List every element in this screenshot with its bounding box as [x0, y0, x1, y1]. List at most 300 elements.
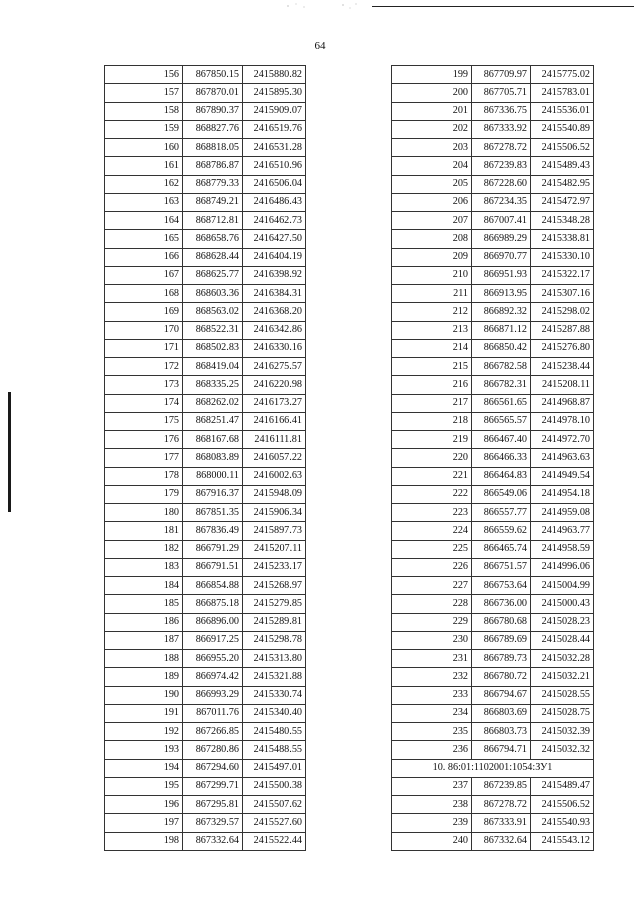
table-row: [105, 248, 306, 266]
table-row: [105, 686, 306, 704]
coordinate-x: 868658.76: [183, 230, 243, 248]
point-number: 230: [392, 631, 472, 649]
point-number: 159: [105, 120, 183, 138]
table-row: [392, 741, 594, 759]
coordinate-x: 867266.85: [183, 723, 243, 741]
point-number: 187: [105, 631, 183, 649]
top-rule: [372, 6, 634, 7]
point-number: 165: [105, 230, 183, 248]
coordinate-y: 2414972.70: [531, 431, 594, 449]
table-row: [392, 540, 594, 558]
point-number: 228: [392, 595, 472, 613]
point-number: 200: [392, 84, 472, 102]
coordinate-x: 867332.64: [183, 832, 243, 850]
point-number: 179: [105, 485, 183, 503]
point-number: 180: [105, 504, 183, 522]
coordinate-y: 2415307.16: [531, 285, 594, 303]
table-row: [392, 66, 594, 84]
coordinate-y: 2415948.09: [243, 485, 306, 503]
coordinate-y: 2415330.10: [531, 248, 594, 266]
coordinate-y: 2415897.73: [243, 522, 306, 540]
margin-mark: [8, 392, 11, 512]
coordinate-y: 2415906.34: [243, 504, 306, 522]
point-number: 178: [105, 467, 183, 485]
point-number: 169: [105, 303, 183, 321]
coordinate-y: 2415527.60: [243, 814, 306, 832]
point-number: 197: [105, 814, 183, 832]
coordinate-y: 2415540.89: [531, 120, 594, 138]
table-row: [105, 723, 306, 741]
point-number: 182: [105, 540, 183, 558]
table-row: [105, 376, 306, 394]
table-row: [392, 139, 594, 157]
coordinate-x: 868262.02: [183, 394, 243, 412]
table-row: [105, 613, 306, 631]
table-row: [392, 193, 594, 211]
table-row: [105, 814, 306, 832]
coordinate-x: 866951.93: [472, 266, 531, 284]
point-number: 189: [105, 668, 183, 686]
table-row: [392, 175, 594, 193]
point-number: 157: [105, 84, 183, 102]
table-row: [105, 777, 306, 795]
coordinate-x: 867011.76: [183, 704, 243, 722]
coordinates-table-right-body: [392, 66, 594, 851]
table-row: [392, 723, 594, 741]
coordinate-x: 866892.32: [472, 303, 531, 321]
coordinate-x: 866989.29: [472, 230, 531, 248]
table-row: [105, 157, 306, 175]
point-number: 204: [392, 157, 472, 175]
coordinate-y: 2415543.12: [531, 832, 594, 850]
coordinate-x: 866875.18: [183, 595, 243, 613]
coordinate-x: 867916.37: [183, 485, 243, 503]
point-number: 202: [392, 120, 472, 138]
point-number: 220: [392, 449, 472, 467]
table-row: [392, 595, 594, 613]
point-number: 209: [392, 248, 472, 266]
coordinate-x: 867278.72: [472, 796, 531, 814]
table-row: [392, 303, 594, 321]
coordinate-y: 2415287.88: [531, 321, 594, 339]
coordinate-x: 866751.57: [472, 558, 531, 576]
coordinate-x: 868522.31: [183, 321, 243, 339]
coordinate-y: 2415480.55: [243, 723, 306, 741]
table-row: [392, 248, 594, 266]
coordinate-y: 2414963.63: [531, 449, 594, 467]
coordinate-y: 2416427.50: [243, 230, 306, 248]
coordinate-x: 866780.68: [472, 613, 531, 631]
point-number: 201: [392, 102, 472, 120]
coordinate-x: 867295.81: [183, 796, 243, 814]
point-number: 163: [105, 193, 183, 211]
coordinate-y: 2415028.23: [531, 613, 594, 631]
coordinate-y: 2415338.81: [531, 230, 594, 248]
coordinate-y: 2415775.02: [531, 66, 594, 84]
coordinate-y: 2414963.77: [531, 522, 594, 540]
coordinate-y: 2414949.54: [531, 467, 594, 485]
coordinate-y: 2416111.81: [243, 431, 306, 449]
point-number: 213: [392, 321, 472, 339]
coordinate-x: 866970.77: [472, 248, 531, 266]
coordinate-y: 2416531.28: [243, 139, 306, 157]
table-row: [105, 540, 306, 558]
coordinate-y: 2415032.39: [531, 723, 594, 741]
point-number: 168: [105, 285, 183, 303]
coordinate-x: 866549.06: [472, 485, 531, 503]
coordinate-x: 868335.25: [183, 376, 243, 394]
coordinate-x: 867851.35: [183, 504, 243, 522]
coordinate-y: 2415268.97: [243, 577, 306, 595]
point-number: 160: [105, 139, 183, 157]
coordinate-x: 868712.81: [183, 212, 243, 230]
coordinate-x: 866791.29: [183, 540, 243, 558]
coordinate-x: 868563.02: [183, 303, 243, 321]
coordinate-x: 866917.25: [183, 631, 243, 649]
page-number: 64: [314, 40, 326, 52]
table-row: [392, 613, 594, 631]
coordinate-x: 868628.44: [183, 248, 243, 266]
coordinate-x: 866794.67: [472, 686, 531, 704]
point-number: 207: [392, 212, 472, 230]
point-number: 190: [105, 686, 183, 704]
coordinate-y: 2415880.82: [243, 66, 306, 84]
table-row: [105, 431, 306, 449]
point-number: 181: [105, 522, 183, 540]
coordinate-y: 2416173.27: [243, 394, 306, 412]
coordinate-y: 2415238.44: [531, 358, 594, 376]
coordinates-table-left: [104, 65, 306, 851]
point-number: 173: [105, 376, 183, 394]
coordinate-x: 866467.40: [472, 431, 531, 449]
table-row: [105, 704, 306, 722]
table-row: [392, 449, 594, 467]
coordinate-x: 868502.83: [183, 339, 243, 357]
coordinate-y: 2416275.57: [243, 358, 306, 376]
point-number: 208: [392, 230, 472, 248]
table-row: [392, 120, 594, 138]
point-number: 186: [105, 613, 183, 631]
point-number: 234: [392, 704, 472, 722]
point-number: 156: [105, 66, 183, 84]
coordinate-y: 2415348.28: [531, 212, 594, 230]
coordinate-y: 2415298.78: [243, 631, 306, 649]
coordinate-y: 2416220.98: [243, 376, 306, 394]
point-number: 167: [105, 266, 183, 284]
point-number: 194: [105, 759, 183, 777]
point-number: 196: [105, 796, 183, 814]
coordinate-x: 866794.71: [472, 741, 531, 759]
point-number: 192: [105, 723, 183, 741]
point-number: 225: [392, 540, 472, 558]
table-row: [392, 157, 594, 175]
table-row: [392, 266, 594, 284]
coordinate-x: 866557.77: [472, 504, 531, 522]
coordinate-x: 868083.89: [183, 449, 243, 467]
coordinate-y: 2415233.17: [243, 558, 306, 576]
coordinate-y: 2414996.06: [531, 558, 594, 576]
coordinate-y: 2416330.16: [243, 339, 306, 357]
coordinate-y: 2415028.44: [531, 631, 594, 649]
coordinate-y: 2414954.18: [531, 485, 594, 503]
coordinate-x: 867333.92: [472, 120, 531, 138]
coordinate-y: 2415783.01: [531, 84, 594, 102]
coordinate-y: 2414968.87: [531, 394, 594, 412]
point-number: 216: [392, 376, 472, 394]
table-row: [392, 84, 594, 102]
coordinate-x: 866736.00: [472, 595, 531, 613]
table-row: [392, 704, 594, 722]
coordinate-y: 2415208.11: [531, 376, 594, 394]
coordinate-y: 2415489.43: [531, 157, 594, 175]
coordinate-y: 2415321.88: [243, 668, 306, 686]
coordinate-y: 2415497.01: [243, 759, 306, 777]
coordinate-y: 2416384.31: [243, 285, 306, 303]
coordinate-y: 2416398.92: [243, 266, 306, 284]
coordinate-x: 866913.95: [472, 285, 531, 303]
coordinate-y: 2414978.10: [531, 412, 594, 430]
coordinate-y: 2416057.22: [243, 449, 306, 467]
coordinate-y: 2415032.21: [531, 668, 594, 686]
table-row: [105, 84, 306, 102]
table-row: [392, 102, 594, 120]
table-row: [392, 376, 594, 394]
point-number: 205: [392, 175, 472, 193]
point-number: 176: [105, 431, 183, 449]
point-number: 212: [392, 303, 472, 321]
coordinate-y: 2415330.74: [243, 686, 306, 704]
table-row: [392, 504, 594, 522]
table-row: [392, 631, 594, 649]
table-row: [392, 394, 594, 412]
point-number: 191: [105, 704, 183, 722]
table-row: [105, 759, 306, 777]
coordinates-table-left-body: [105, 66, 306, 851]
table-row: [105, 504, 306, 522]
coordinate-y: 2416166.41: [243, 412, 306, 430]
point-number: 203: [392, 139, 472, 157]
coordinate-x: 867870.01: [183, 84, 243, 102]
table-row: [392, 358, 594, 376]
table-row: [392, 577, 594, 595]
point-number: 222: [392, 485, 472, 503]
table-row: [105, 668, 306, 686]
section-label: 10. 86:01:1102001:1054:ЗУ1: [392, 759, 594, 777]
scan-specks: [282, 0, 362, 14]
table-row: [105, 266, 306, 284]
coordinate-x: 868000.11: [183, 467, 243, 485]
coordinate-x: 867280.86: [183, 741, 243, 759]
coordinate-x: 866466.33: [472, 449, 531, 467]
table-row: [392, 522, 594, 540]
coordinate-x: 866955.20: [183, 650, 243, 668]
table-row: [105, 796, 306, 814]
table-row: [105, 66, 306, 84]
point-number: 219: [392, 431, 472, 449]
coordinate-x: 866789.73: [472, 650, 531, 668]
coordinate-y: 2415313.80: [243, 650, 306, 668]
table-row: [105, 522, 306, 540]
point-number: 217: [392, 394, 472, 412]
point-number: 229: [392, 613, 472, 631]
point-number: 193: [105, 741, 183, 759]
table-row: [392, 686, 594, 704]
coordinate-y: 2415895.30: [243, 84, 306, 102]
table-row: [392, 485, 594, 503]
coordinate-y: 2414958.59: [531, 540, 594, 558]
point-number: 211: [392, 285, 472, 303]
coordinate-x: 866871.12: [472, 321, 531, 339]
coordinate-x: 868786.87: [183, 157, 243, 175]
table-row: [392, 558, 594, 576]
coordinate-x: 866854.88: [183, 577, 243, 595]
point-number: 223: [392, 504, 472, 522]
point-number: 177: [105, 449, 183, 467]
coordinate-y: 2416506.04: [243, 175, 306, 193]
coordinate-y: 2415032.28: [531, 650, 594, 668]
point-number: 183: [105, 558, 183, 576]
point-number: 214: [392, 339, 472, 357]
coordinate-x: 867228.60: [472, 175, 531, 193]
point-number: 224: [392, 522, 472, 540]
table-row: [392, 650, 594, 668]
coordinate-x: 867836.49: [183, 522, 243, 540]
point-number: 240: [392, 832, 472, 850]
coordinate-x: 866465.74: [472, 540, 531, 558]
coordinate-y: 2415279.85: [243, 595, 306, 613]
coordinate-x: 866559.62: [472, 522, 531, 540]
table-row: [105, 577, 306, 595]
point-number: 210: [392, 266, 472, 284]
coordinate-x: 867239.83: [472, 157, 531, 175]
point-number: 171: [105, 339, 183, 357]
coordinate-x: 866561.65: [472, 394, 531, 412]
point-number: 164: [105, 212, 183, 230]
coordinate-x: 867333.91: [472, 814, 531, 832]
table-row: [392, 814, 594, 832]
point-number: 188: [105, 650, 183, 668]
table-row: [105, 193, 306, 211]
point-number: 215: [392, 358, 472, 376]
table-row: [105, 285, 306, 303]
table-row: [392, 412, 594, 430]
table-row: [105, 394, 306, 412]
coordinate-y: 2415298.02: [531, 303, 594, 321]
table-row: [392, 230, 594, 248]
coordinate-y: 2414959.08: [531, 504, 594, 522]
coordinate-y: 2415507.62: [243, 796, 306, 814]
coordinate-y: 2415032.32: [531, 741, 594, 759]
table-row: [105, 358, 306, 376]
coordinates-table-right: [391, 65, 594, 851]
coordinate-y: 2416342.86: [243, 321, 306, 339]
table-row: [392, 796, 594, 814]
table-row: [105, 321, 306, 339]
point-number: 233: [392, 686, 472, 704]
coordinate-y: 2415522.44: [243, 832, 306, 850]
point-number: 226: [392, 558, 472, 576]
coordinate-x: 866782.58: [472, 358, 531, 376]
coordinate-y: 2416404.19: [243, 248, 306, 266]
coordinate-y: 2415488.55: [243, 741, 306, 759]
point-number: 218: [392, 412, 472, 430]
coordinate-x: 868827.76: [183, 120, 243, 138]
coordinate-x: 867709.97: [472, 66, 531, 84]
coordinate-x: 866993.29: [183, 686, 243, 704]
coordinate-x: 866850.42: [472, 339, 531, 357]
coordinate-x: 866896.00: [183, 613, 243, 631]
coordinate-y: 2416002.63: [243, 467, 306, 485]
point-number: 221: [392, 467, 472, 485]
coordinate-x: 868419.04: [183, 358, 243, 376]
coordinate-x: 867336.75: [472, 102, 531, 120]
coordinate-x: 867294.60: [183, 759, 243, 777]
table-row: [105, 339, 306, 357]
table-row: [105, 741, 306, 759]
coordinate-x: 868251.47: [183, 412, 243, 430]
coordinate-x: 868749.21: [183, 193, 243, 211]
coordinate-x: 868818.05: [183, 139, 243, 157]
point-number: 198: [105, 832, 183, 850]
coordinate-x: 867239.85: [472, 777, 531, 795]
coordinate-y: 2415004.99: [531, 577, 594, 595]
coordinate-y: 2415340.40: [243, 704, 306, 722]
coordinate-x: 866753.64: [472, 577, 531, 595]
coordinate-x: 866791.51: [183, 558, 243, 576]
table-row: [105, 832, 306, 850]
point-number: 175: [105, 412, 183, 430]
coordinate-y: 2415506.52: [531, 139, 594, 157]
coordinate-y: 2415540.93: [531, 814, 594, 832]
coordinate-y: 2416486.43: [243, 193, 306, 211]
table-row: [392, 212, 594, 230]
coordinate-x: 867890.37: [183, 102, 243, 120]
coordinate-y: 2415909.07: [243, 102, 306, 120]
table-row: [392, 668, 594, 686]
point-number: 231: [392, 650, 472, 668]
table-row: [105, 412, 306, 430]
point-number: 232: [392, 668, 472, 686]
point-number: 185: [105, 595, 183, 613]
point-number: 172: [105, 358, 183, 376]
coordinate-x: 867850.15: [183, 66, 243, 84]
coordinate-y: 2415000.43: [531, 595, 594, 613]
coordinate-x: 866782.31: [472, 376, 531, 394]
coordinate-y: 2415482.95: [531, 175, 594, 193]
table-row: [105, 230, 306, 248]
coordinate-x: 867332.64: [472, 832, 531, 850]
point-number: 158: [105, 102, 183, 120]
coordinate-y: 2415322.17: [531, 266, 594, 284]
coordinate-y: 2416510.96: [243, 157, 306, 175]
table-row: [105, 175, 306, 193]
point-number: 162: [105, 175, 183, 193]
coordinate-y: 2415472.97: [531, 193, 594, 211]
coordinate-y: 2416519.76: [243, 120, 306, 138]
table-row: [105, 139, 306, 157]
coordinate-y: 2416462.73: [243, 212, 306, 230]
point-number: 238: [392, 796, 472, 814]
coordinate-x: 866974.42: [183, 668, 243, 686]
table-row: [392, 431, 594, 449]
table-row: [105, 449, 306, 467]
table-row: [392, 285, 594, 303]
coordinate-x: 867278.72: [472, 139, 531, 157]
point-number: 239: [392, 814, 472, 832]
coordinate-x: 866803.73: [472, 723, 531, 741]
coordinate-x: 866780.72: [472, 668, 531, 686]
table-row: [105, 631, 306, 649]
